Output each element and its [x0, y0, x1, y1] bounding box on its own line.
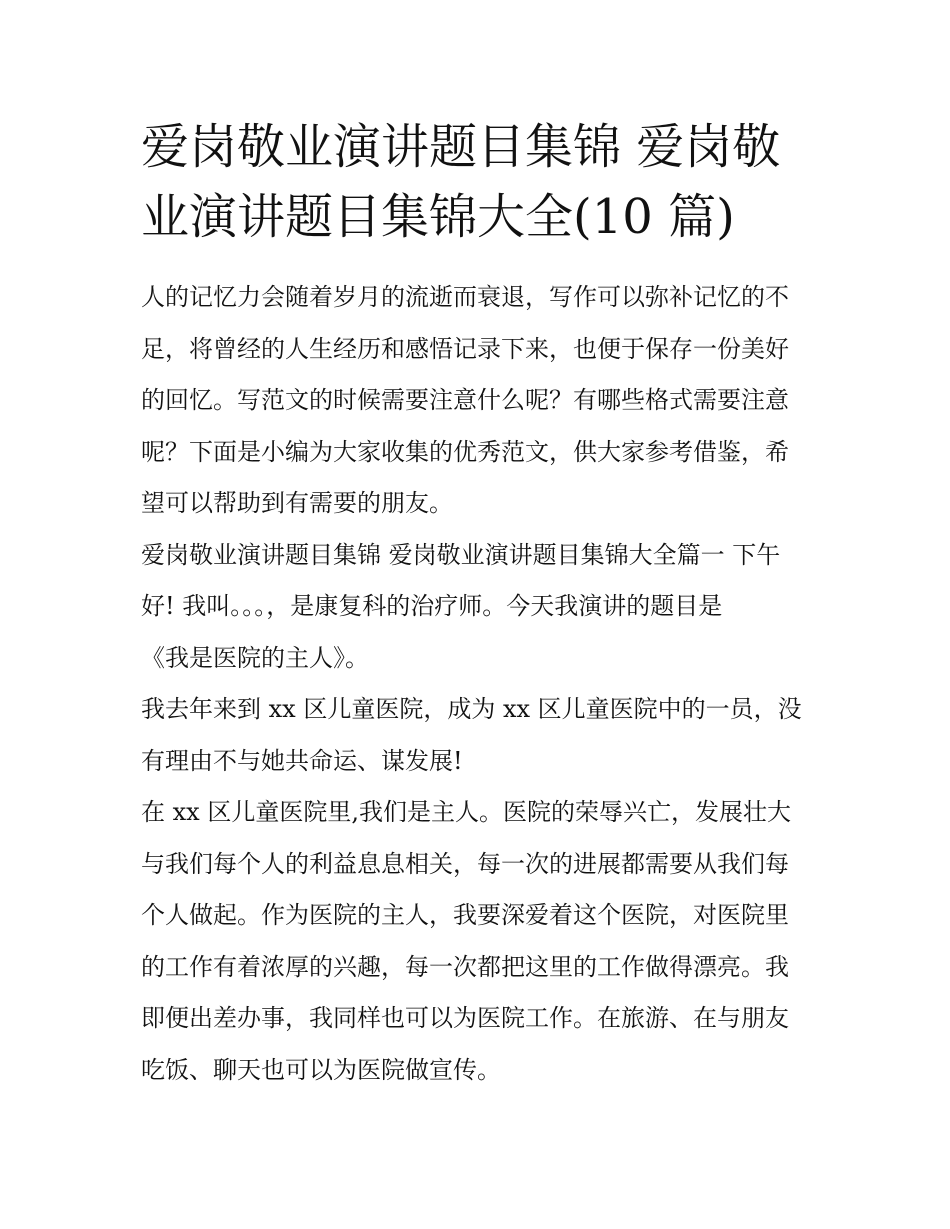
text-line: 我去年来到 xx 区儿童医院，成为 xx 区儿童医院中的一员，没: [141, 695, 802, 723]
paragraph-speech-opening: [141, 530, 813, 685]
text-line: 呢？下面是小编为大家收集的优秀范文，供大家参考借鉴，希: [141, 437, 789, 466]
document-body: [141, 272, 813, 1096]
text-line: 与我们每个人的利益息息相关，每一次的进展都需要从我们每: [141, 849, 789, 878]
text-line: 在 xx 区儿童医院里,我们是主人。医院的荣辱兴亡，发展壮大: [141, 798, 791, 826]
text-line: 人的记忆力会随着岁月的流逝而衰退，写作可以弥补记忆的不: [141, 283, 789, 311]
text-line: 的工作有着浓厚的兴趣，每一次都把这里的工作做得漂亮。我: [141, 952, 789, 981]
text-line: 足，将曾经的人生经历和感悟记录下来，也便于保存一份美好: [141, 334, 789, 363]
text-line: 个人做起。作为医院的主人，我要深爱着这个医院，对医院里: [141, 901, 789, 929]
paragraph-joined-hospital: [141, 684, 813, 787]
title-line: 业演讲题目集锦大全(10 篇): [141, 189, 735, 245]
text-line: 望可以帮助到有需要的朋友。: [141, 489, 453, 517]
text-line: 吃饭、聊天也可以为医院做宣传。: [141, 1055, 501, 1084]
title-line: 爱岗敬业演讲题目集锦 爱岗敬: [141, 119, 781, 175]
document-content: [141, 112, 813, 1096]
text-line: 好! 我叫。。。，是康复科的治疗师。今天我演讲的题目是: [141, 592, 723, 620]
paragraph-hospital-owner: [141, 787, 813, 1096]
text-line: 即便出差办事，我同样也可以为医院工作。在旅游、在与朋友: [141, 1004, 789, 1032]
text-line: 《我是医院的主人》。: [141, 643, 369, 672]
paragraph-intro: [141, 272, 813, 530]
text-line: 爱岗敬业演讲题目集锦 爱岗敬业演讲题目集锦大全篇一 下午: [141, 540, 781, 569]
document-title: [141, 112, 813, 252]
text-line: 的回忆。写范文的时候需要注意什么呢？有哪些格式需要注意: [141, 386, 789, 414]
text-line: 有理由不与她共命运、谋发展!: [141, 746, 463, 775]
